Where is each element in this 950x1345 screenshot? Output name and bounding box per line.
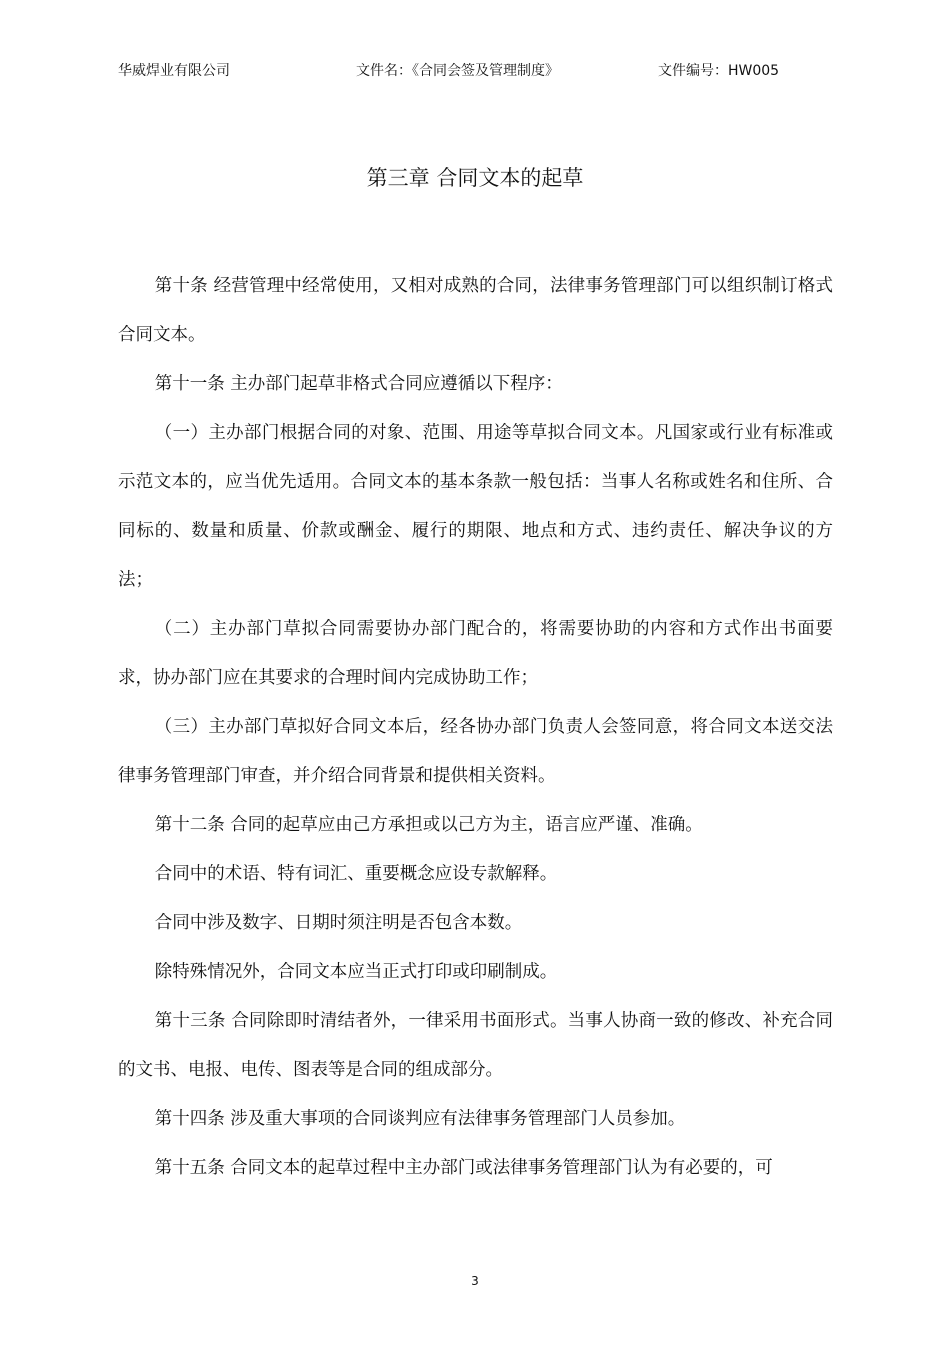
article-12-numbers-paragraph: 合同中涉及数字、日期时须注明是否包含本数。 [154, 913, 523, 933]
document-body [118, 262, 833, 1193]
header-file-name: 文件名：《合同会签及管理制度》 [356, 63, 559, 79]
header-file-number: 文件编号：HW005 [658, 63, 780, 79]
article-11-item-2: （二）主办部门草拟合同需要协办部门配合的，将需要协助的内容和方式作出书面要求，协办部门应在其要求的合理时间内完成协助工作； [118, 619, 833, 688]
page-header [0, 61, 950, 81]
header-company-name: 华威焊业有限公司 [118, 63, 230, 79]
article-11-item-3: （三）主办部门草拟好合同文本后，经各协办部门负责人会签同意，将合同文本送交法律事务管理部门审查，并介绍合同背景和提供相关资料。 [118, 717, 833, 786]
article-12-paragraph: 第十二条 合同的起草应由己方承担或以己方为主，语言应严谨、准确。 [154, 815, 703, 835]
page-number: 3 [471, 1274, 479, 1288]
article-11-paragraph: 第十一条 主办部门起草非格式合同应遵循以下程序： [154, 374, 563, 394]
article-11-item-1: （一）主办部门根据合同的对象、范围、用途等草拟合同文本。凡国家或行业有标准或示范文本的，应当优先适用。合同文本的基本条款一般包括：当事人名称或姓名和住所、合同标的、数量和质量、价款或酬金、履行的期限、地点和方式、违约责任、解决争议的方法； [118, 423, 833, 590]
article-10-paragraph: 第十条 经营管理中经常使用，又相对成熟的合同，法律事务管理部门可以组织制订格式合同文本。 [118, 276, 833, 345]
article-13-paragraph: 第十三条 合同除即时清结者外，一律采用书面形式。当事人协商一致的修改、补充合同的文书、电报、电传、图表等是合同的组成部分。 [118, 1011, 833, 1080]
article-12-printing-paragraph: 除特殊情况外，合同文本应当正式打印或印刷制成。 [154, 962, 558, 982]
chapter-title: 第三章 合同文本的起草 [366, 166, 584, 190]
article-12-terms-paragraph: 合同中的术语、特有词汇、重要概念应设专款解释。 [154, 864, 558, 884]
article-14-paragraph: 第十四条 涉及重大事项的合同谈判应有法律事务管理部门人员参加。 [154, 1109, 686, 1129]
article-15-paragraph: 第十五条 合同文本的起草过程中主办部门或法律事务管理部门认为有必要的，可 [154, 1158, 773, 1178]
